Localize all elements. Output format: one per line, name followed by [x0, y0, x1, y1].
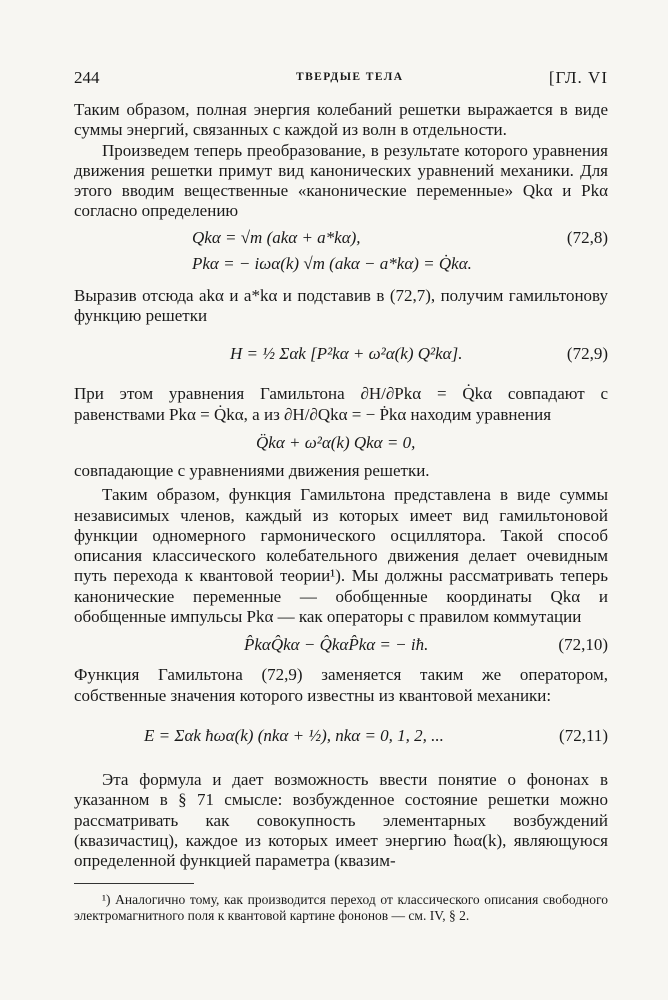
running-title: ТВЕРДЫЕ ТЕЛА — [296, 71, 404, 83]
equation-number: (72,10) — [558, 635, 608, 655]
page — [74, 62, 608, 924]
equation-text: E = Σαk ħωα(k) (nkα + ½), nkα = 0, 1, 2, ... — [144, 725, 444, 745]
paragraph-hamilton-equations: При этом уравнения Гамильтона ∂H/∂Pkα = Q̇kα совпадают с равенствами Pkα = Q̇kα, а из ∂H/∂Qkα = − Ṗkα находим уравнения — [74, 384, 608, 424]
paragraph-coinciding: совпадающие с уравнениями движения решетки. — [74, 460, 430, 480]
equation-motion — [74, 429, 608, 459]
equation-number: (72,9) — [566, 344, 608, 364]
equation-text: Pkα = − iωα(k) √m (akα − a*kα) = Q̇kα. — [192, 253, 472, 273]
footnote-rule — [74, 883, 194, 884]
paragraph-quantum-transition: Таким образом, функция Гамильтона представлена в виде суммы независимых членов, каждый из которых имеет вид гамильтоновой функции одномерного гармонического осциллятора. Такой способ описания классического колебательного движения делает очевидным путь перехода к квантовой теории¹). Мы должны рассматривать теперь канонические переменные — обобщенные координаты Qkα и обобщенные импульсы Pkα — как операторы с правилом коммутации — [74, 485, 608, 627]
equation-number: (72,8) — [566, 227, 608, 247]
paragraph-phonons: Эта формула и дает возможность ввести понятие о фононах в указанном в § 71 смысле: возбужденное состояние решетки можно рассматривать как совокупность элементарных возбуждений (квазичастиц), каждое из которых имеет энергию ħωα(k), являющуюся определенной функцией параметра (квазим- — [74, 769, 608, 871]
paragraph-hamilton-operator: Функция Гамильтона (72,9) заменяется таким же оператором, собственные значения которого известны из квантовой механики: — [74, 665, 608, 705]
paragraph-hamiltonian-intro: Выразив отсюда akα и a*kα и подставив в (72,7), получим гамильтонову функцию решетки — [74, 285, 608, 326]
equation-text: Qkα = √m (akα + a*kα), — [192, 227, 361, 247]
equation-72-8-line1 — [74, 228, 608, 254]
equation-text: Q̈kα + ω²α(k) Qkα = 0, — [256, 432, 416, 452]
page-header — [74, 62, 608, 92]
paragraph-canonical-transform: Произведем теперь преобразование, в результате которого уравнения движения решетки примут вид канонических уравнений механики. Для этого вводим вещественные «канонические переменные» Qkα и Pkα согласно определению — [74, 140, 608, 221]
footnote: ¹) Аналогично тому, как производится переход от классического описания свободного электромагнитного поля к квантовой картине фононов — см. IV, § 2. — [74, 892, 608, 924]
chapter-label: [ГЛ. VI — [548, 68, 608, 87]
equation-text: P̂kαQ̂kα − Q̂kαP̂kα = − iħ. — [244, 635, 429, 655]
equation-72-11 — [74, 714, 608, 764]
page-number: 244 — [74, 68, 100, 87]
equation-number: (72,11) — [559, 725, 608, 745]
equation-72-9 — [74, 334, 608, 380]
equation-72-10 — [74, 633, 608, 663]
equation-text: H = ½ Σαk [P²kα + ω²α(k) Q²kα]. — [230, 344, 463, 364]
equation-72-8-line2 — [74, 254, 608, 282]
paragraph-energy-sum: Таким образом, полная энергия колебаний решетки выражается в виде суммы энергий, связанных с каждой из волн в отдельности. — [74, 100, 608, 140]
